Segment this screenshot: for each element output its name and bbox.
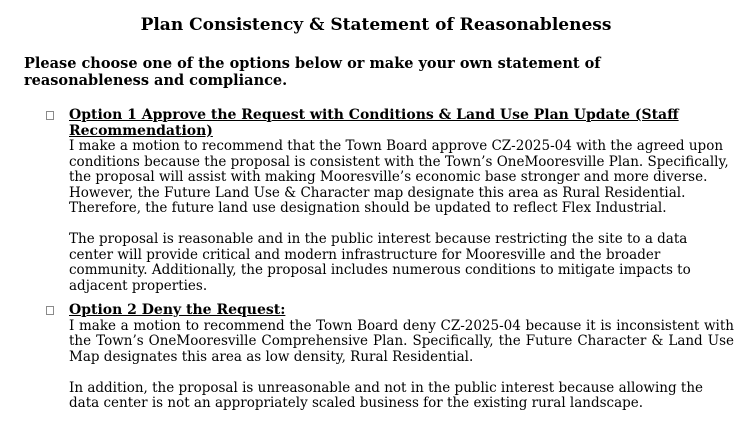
page-title: Plan Consistency & Statement of Reasonableness bbox=[140, 15, 612, 35]
option-1-heading: Option 1 Approve the Request with Conditions & Land Use Plan Update (Staff Recommendation) bbox=[69, 107, 679, 139]
option-1 bbox=[46, 108, 736, 294]
option-2 bbox=[46, 303, 736, 412]
option-1-checkbox[interactable] bbox=[46, 111, 54, 120]
intro-instructions: Please choose one of the options below or make your own statement of reasonableness and compliance. bbox=[24, 55, 601, 89]
option-2-checkbox[interactable] bbox=[46, 306, 54, 315]
option-2-heading: Option 2 Deny the Request: bbox=[69, 302, 286, 318]
option-2-paragraph-1: I make a motion to recommend the Town Board deny CZ-2025-04 because it is inconsistent with the Town’s OneMooresville Comprehensive Plan. Specifically, the Future Character & Land Use Map designates this area as low density, Rural Residential. bbox=[69, 317, 734, 365]
option-1-paragraph-2: The proposal is reasonable and in the public interest because restricting the site to a data center will provide critical and modern infrastructure for Mooresville and the broader community. Additionally, the proposal includes numerous conditions to mitigate impacts to adjacent properties. bbox=[69, 231, 691, 294]
option-2-paragraph-2: In addition, the proposal is unreasonable and not in the public interest because allowing the data center is not an appropriately scaled business for the existing rural landscape. bbox=[69, 379, 704, 411]
option-1-paragraph-1: I make a motion to recommend that the Town Board approve CZ-2025-04 with the agreed upon conditions because the proposal is consistent with the Town’s OneMooresville Plan. Specifically, the proposal will assist with making Mooresville’s economic base stronger and more diverse. However, the Future Land Use & Character map designate this area as Rural Residential. Therefore, the future land use designation should be updated to reflect Flex Industrial. bbox=[69, 138, 729, 216]
